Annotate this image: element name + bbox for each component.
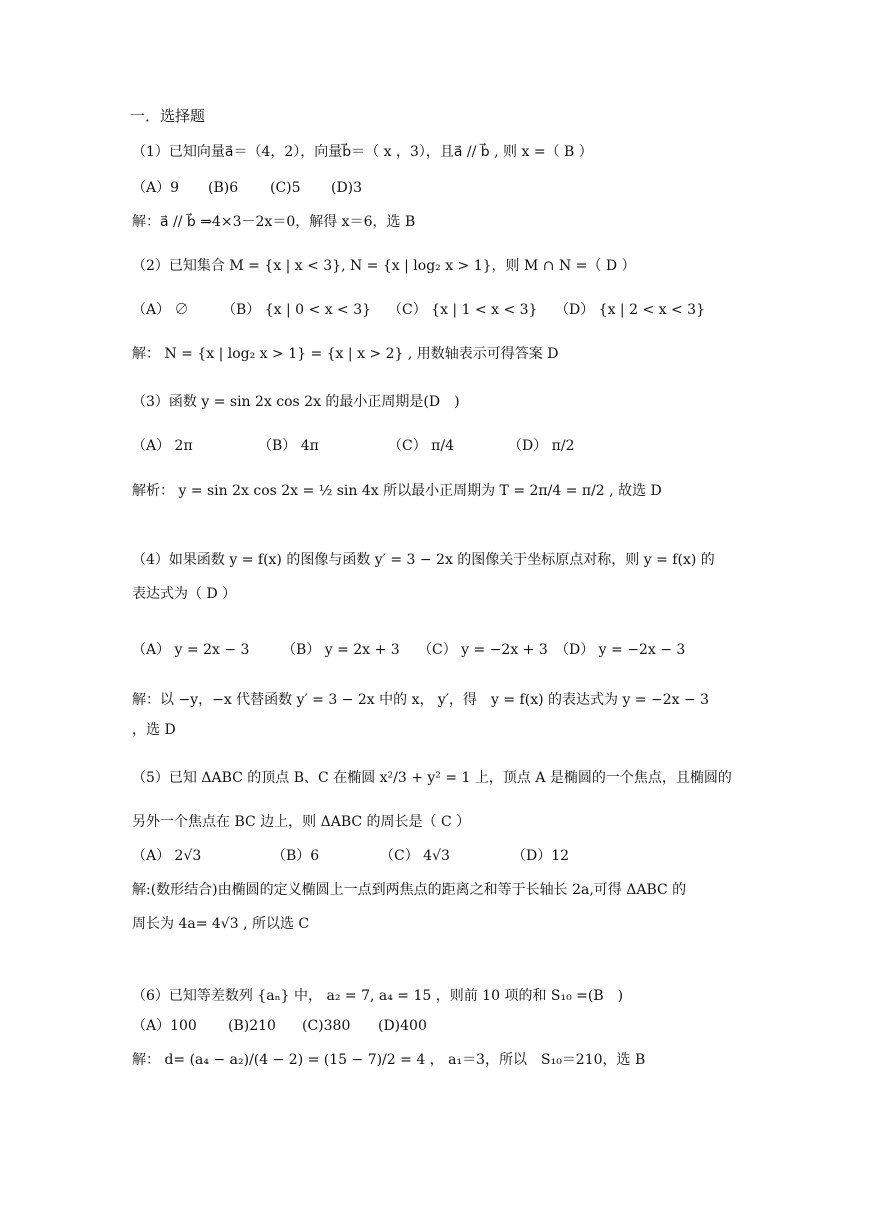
option-d: (D)400: [378, 1018, 427, 1034]
option-d: (D)3: [331, 180, 363, 196]
option-a: （A）100: [132, 1018, 197, 1034]
option-a: （A）9: [132, 180, 180, 196]
option-a: （A） ∅: [132, 302, 189, 318]
option-a: （A） 2√3: [132, 848, 202, 864]
option-c: (C)380: [302, 1018, 351, 1034]
option-a: （A） 2π: [132, 438, 193, 454]
option-c: （C） π/4: [388, 438, 454, 454]
option-c: （C） {x | 1 < x < 3}: [388, 302, 538, 318]
option-b: （B） {x | 0 < x < 3}: [222, 302, 372, 318]
option-c: （C） y = −2x + 3: [418, 642, 548, 658]
option-b: (B)210: [228, 1018, 276, 1034]
option-d: （D） {x | 2 < x < 3}: [555, 302, 705, 318]
option-c: (C)5: [270, 180, 301, 196]
option-a: （A） y = 2x − 3: [132, 642, 250, 658]
option-b: （B）6: [272, 848, 320, 864]
option-b: （B） y = 2x + 3: [282, 642, 400, 658]
option-b: (B)6: [208, 180, 239, 196]
option-d: （D） y = −2x − 3: [555, 642, 686, 658]
option-b: （B） 4π: [258, 438, 319, 454]
option-d: （D） π/2: [508, 438, 575, 454]
option-d: （D）12: [512, 848, 570, 864]
option-c: （C） 4√3: [380, 848, 450, 864]
